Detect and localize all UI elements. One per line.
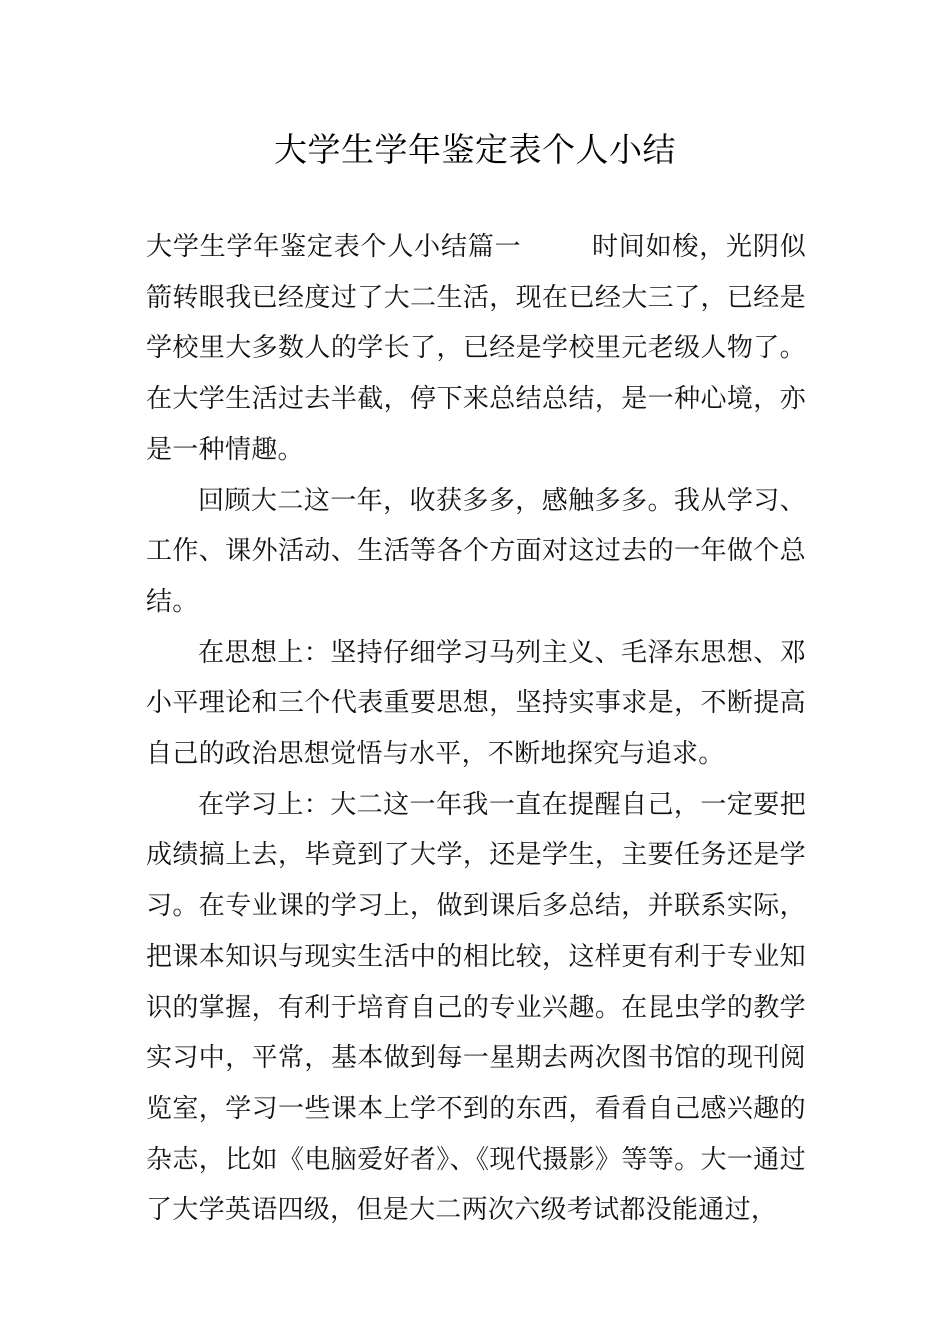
section-heading: 大学生学年鉴定表个人小结篇一 bbox=[146, 232, 522, 262]
document-body bbox=[146, 222, 806, 1236]
paragraph-2: 回顾大二这一年，收获多多，感触多多。我从学习、工作、课外活动、生活等各个方面对这过去的一年做个总结。 bbox=[146, 485, 806, 617]
paragraph-3: 在思想上：坚持仔细学习马列主义、毛泽东思想、邓小平理论和三个代表重要思想，坚持实事求是，不断提高自己的政治思想觉悟与水平，不断地探究与追求。 bbox=[146, 637, 806, 770]
paragraph-4: 在学习上：大二这一年我一直在提醒自己，一定要把成绩搞上去，毕竟到了大学，还是学生，主要任务还是学习。在专业课的学习上，做到课后多总结，并联系实际，把课本知识与现实生活中的相比较，这样更有利于专业知识的掌握，有利于培育自己的专业兴趣。在昆虫学的教学实习中，平常，基本做到每一星期去两次图书馆的现刊阅览室，学习一些课本上学不到的东西，看看自己感兴趣的杂志，比如《电脑爱好者》、《现代摄影》等等。大一通过了大学英语四级，但是大二两次六级考试都没能通过， bbox=[146, 789, 806, 1226]
paragraph-1 bbox=[146, 222, 806, 476]
document-title: 大学生学年鉴定表个人小结 bbox=[274, 130, 676, 169]
paragraph-text: 时间如梭，光阴似箭转眼我已经度过了大二生活，现在已经大三了，已经是学校里大多数人的学长了，已经是学校里元老级人物了。在大学生活过去半截，停下来总结总结，是一种心境，亦是一种情趣。 bbox=[146, 232, 806, 465]
